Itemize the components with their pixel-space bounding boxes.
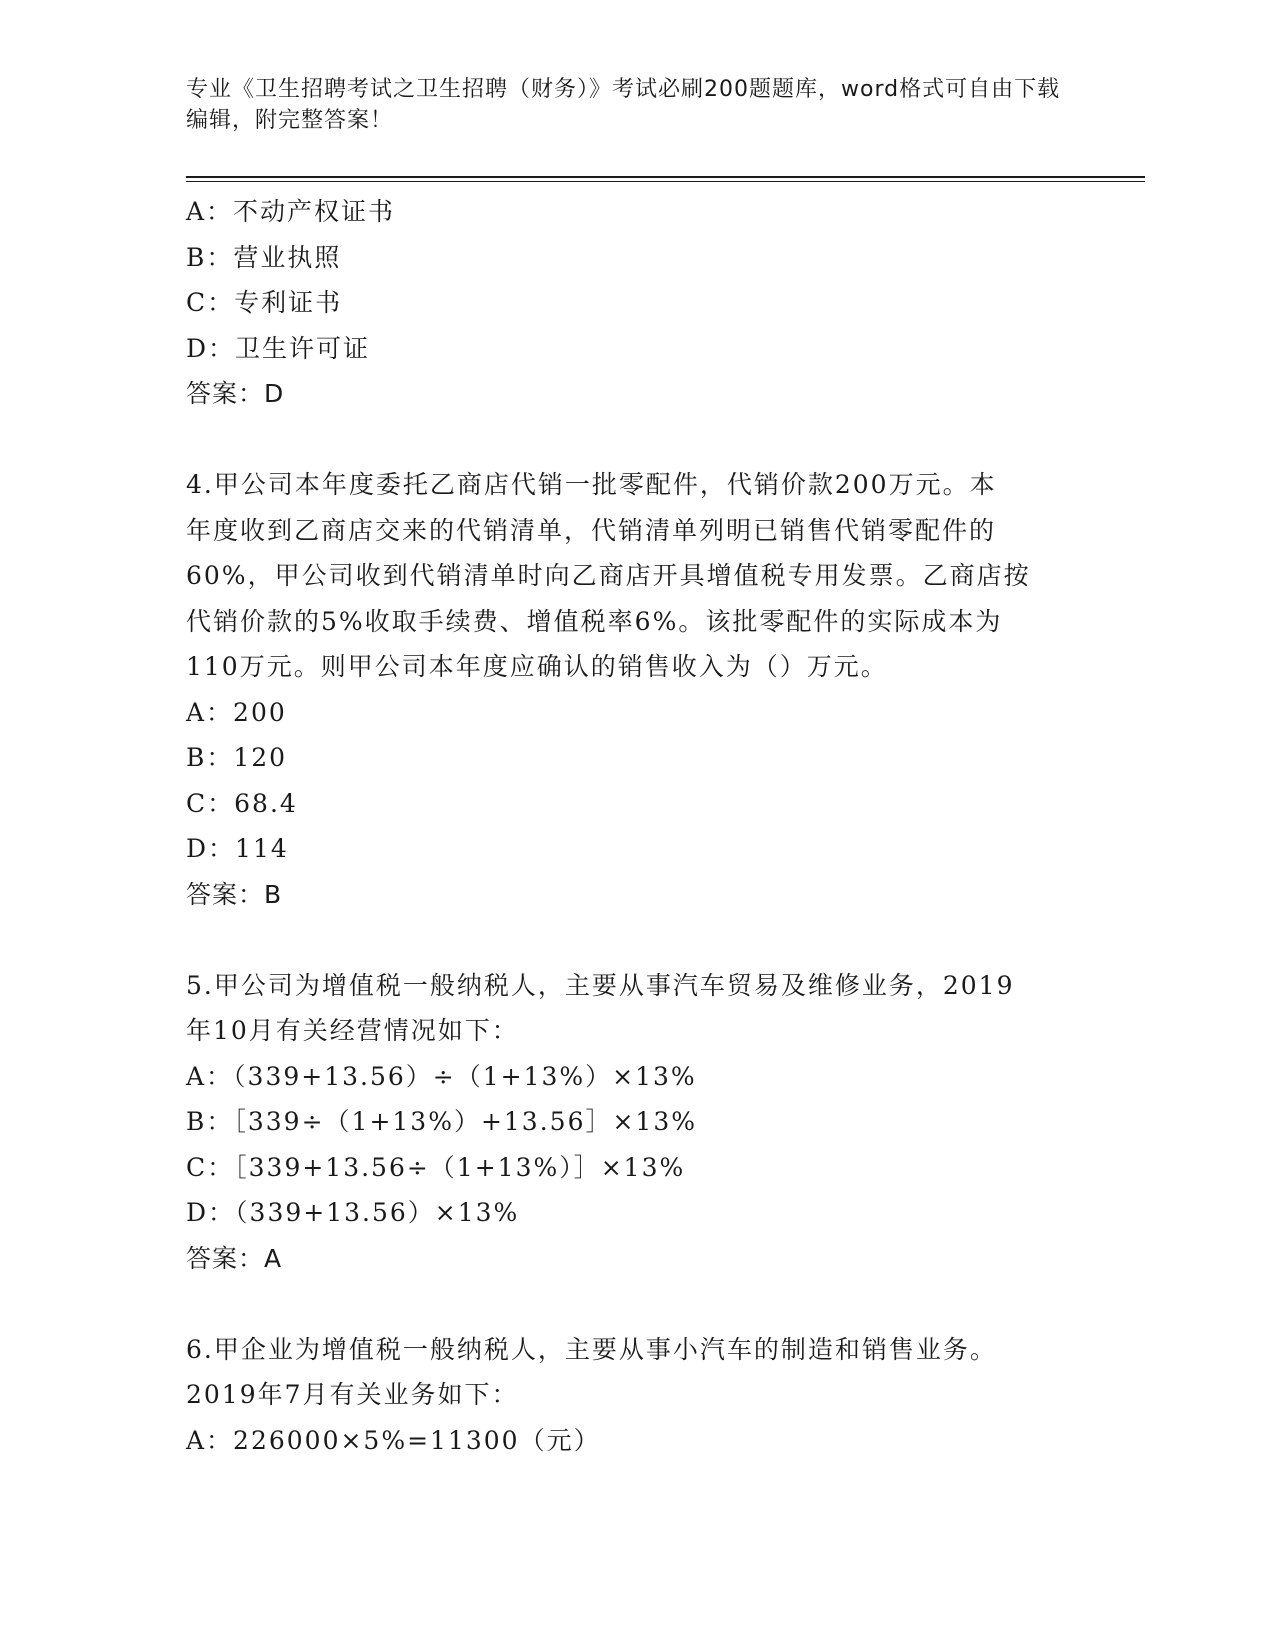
option-a: A：不动产权证书: [186, 197, 396, 226]
question-stem-line: 2019年7月有关业务如下：: [186, 1380, 519, 1409]
option-b: B：营业执照: [186, 242, 342, 272]
question-6: [186, 1327, 1066, 1464]
option-d: D：卫生许可证: [186, 333, 371, 363]
question-stem-line: 代销价款的5%收取手续费、增值税率6%。该批零配件的实际成本为: [186, 606, 1003, 636]
answer-line: 答案：D: [186, 379, 285, 408]
header-divider-thin: [186, 181, 1145, 182]
option-b: B：［339÷（1+13%）+13.56］×13%: [186, 1107, 697, 1136]
question-stem-line: 110万元。则甲公司本年度应确认的销售收入为（）万元。: [186, 652, 888, 681]
question-stem-line: 60%，甲公司收到代销清单时向乙商店开具增值税专用发票。乙商店按: [186, 561, 1031, 590]
option-d: D：114: [186, 834, 289, 863]
header-divider-thick: [186, 176, 1145, 178]
question-4: [186, 462, 1066, 917]
answer-line: 答案：A: [186, 1243, 283, 1273]
option-b: B：120: [186, 743, 288, 772]
option-c: C：68.4: [186, 788, 298, 818]
question-stem-line: 6.甲企业为增值税一般纳税人，主要从事小汽车的制造和销售业务。: [186, 1334, 997, 1364]
option-c: C：［339+13.56÷（1+13%）］×13%: [186, 1152, 686, 1182]
question-stem-line: 5.甲公司为增值税一般纳税人，主要从事汽车贸易及维修业务，2019: [186, 970, 1015, 1000]
question-stem-line: 年度收到乙商店交来的代销清单，代销清单列明已销售代销零配件的: [186, 515, 997, 545]
page-header-title: 专业《卫生招聘考试之卫生招聘（财务）》考试必刷200题题库，word格式可自由下载编辑，附完整答案！: [186, 77, 1061, 133]
spacer: [186, 1281, 1066, 1327]
question-list: [186, 189, 1066, 1463]
question-stem-line: 年10月有关经营情况如下：: [186, 1016, 519, 1045]
option-a: A：226000×5%=11300（元）: [186, 1425, 601, 1455]
option-a: A：200: [186, 697, 287, 727]
question-5: [186, 963, 1066, 1282]
option-d: D：（339+13.56）×13%: [186, 1198, 520, 1227]
answer-line: 答案：B: [186, 879, 283, 909]
question-stem-line: 4.甲公司本年度委托乙商店代销一批零配件，代销价款200万元。本: [186, 470, 997, 499]
question-3: [186, 189, 1066, 417]
spacer: [186, 917, 1066, 963]
option-c: C：专利证书: [186, 288, 343, 317]
option-a: A：（339+13.56）÷（1+13%）×13%: [186, 1061, 697, 1091]
spacer: [186, 417, 1066, 463]
